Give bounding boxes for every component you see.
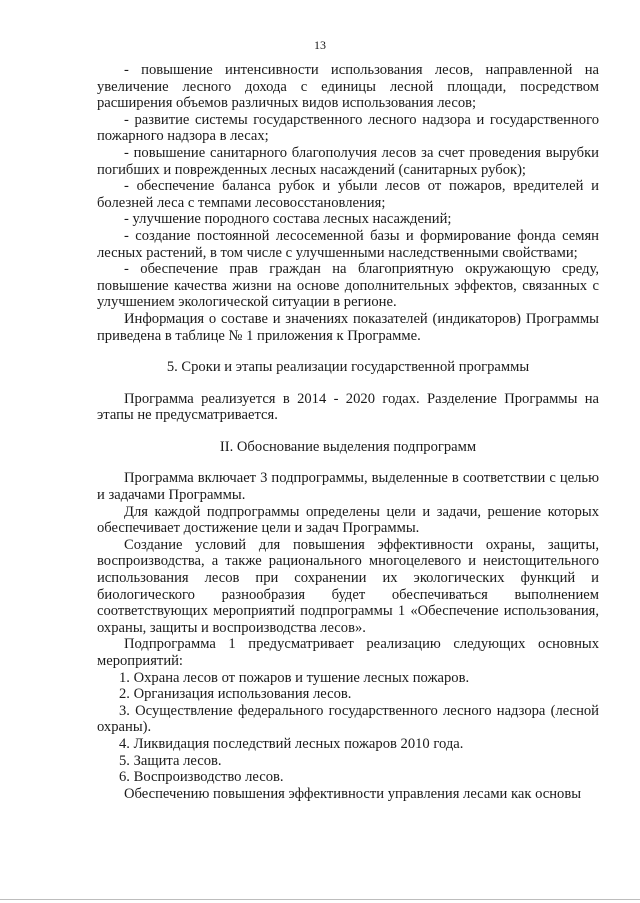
section-2-paragraph-3: Создание условий для повышения эффективности охраны, защиты, воспроизводства, а также рационального многоцелевого и неистощительного использования лесов при сохранении их экологических функций и биологического разнообразия будет обеспечиваться выполнением соответствующих мероприятий подпрограммы 1 «Обеспечение использования, охраны, защиты и воспроизводства лесов». — [97, 536, 599, 636]
measure-item-4: 4. Ликвидация последствий лесных пожаров 2010 года. — [119, 735, 464, 752]
intro-item-1: - повышение интенсивности использования лесов, направленной на увеличение лесного дохода с единицы лесной площади, посредством расширения объемов различных видов использования лесов; — [97, 62, 599, 112]
intro-item-2: - развитие системы государственного лесного надзора и государственного пожарного надзора в лесах; — [97, 111, 599, 145]
info-paragraph: Информация о составе и значениях показателей (индикаторов) Программы приведена в таблице № 1 приложения к Программе. — [97, 310, 599, 344]
intro-item-6: - создание постоянной лесосеменной базы и формирование фонда семян лесных растений, в том числе с улучшенными наследственными свойствами; — [97, 227, 599, 261]
intro-item-5: - улучшение породного состава лесных насаждений; — [124, 211, 452, 228]
section-2-heading: II. Обоснование выделения подпрограмм — [219, 438, 477, 455]
section-2-paragraph-2: Для каждой подпрограммы определены цели и задачи, решение которых обеспечивает достижение цели и задач Программы. — [97, 503, 599, 537]
page-bottom-edge — [0, 899, 640, 900]
section-5-heading: 5. Сроки и этапы реализации государственной программы — [166, 359, 530, 376]
document-body — [97, 62, 599, 802]
section-5-text: Программа реализуется в 2014 - 2020 годах. Разделение Программы на этапы не предусматривается. — [97, 390, 599, 424]
section-2-paragraph-1: Программа включает 3 подпрограммы, выделенные в соответствии с целью и задачами Программы. — [97, 470, 599, 504]
measure-item-5: 5. Защита лесов. — [119, 752, 222, 769]
intro-item-4: - обеспечение баланса рубок и убыли лесов от пожаров, вредителей и болезней леса с темпами лесовосстановления; — [97, 178, 599, 211]
intro-item-3: - повышение санитарного благополучия лесов за счет проведения вырубки погибших и поврежденных лесных насаждений (санитарных рубок); — [97, 144, 599, 178]
intro-item-7: - обеспечение прав граждан на благоприятную окружающую среду, повышение качества жизни на основе дополнительных эффектов, связанных с улучшением экологической ситуации в регионе. — [97, 261, 599, 311]
page-number: 13 — [314, 38, 326, 52]
measure-item-2: 2. Организация использования лесов. — [119, 686, 352, 703]
closing-paragraph: Обеспечению повышения эффективности управления лесами как основы — [124, 785, 582, 802]
measure-item-3: 3. Осуществление федерального государственного лесного надзора (лесной охраны). — [97, 702, 599, 736]
measure-item-6: 6. Воспроизводство лесов. — [119, 769, 284, 786]
measure-item-1: 1. Охрана лесов от пожаров и тушение лесных пожаров. — [119, 669, 470, 686]
section-2-paragraph-4: Подпрограмма 1 предусматривает реализацию следующих основных мероприятий: — [97, 636, 599, 669]
